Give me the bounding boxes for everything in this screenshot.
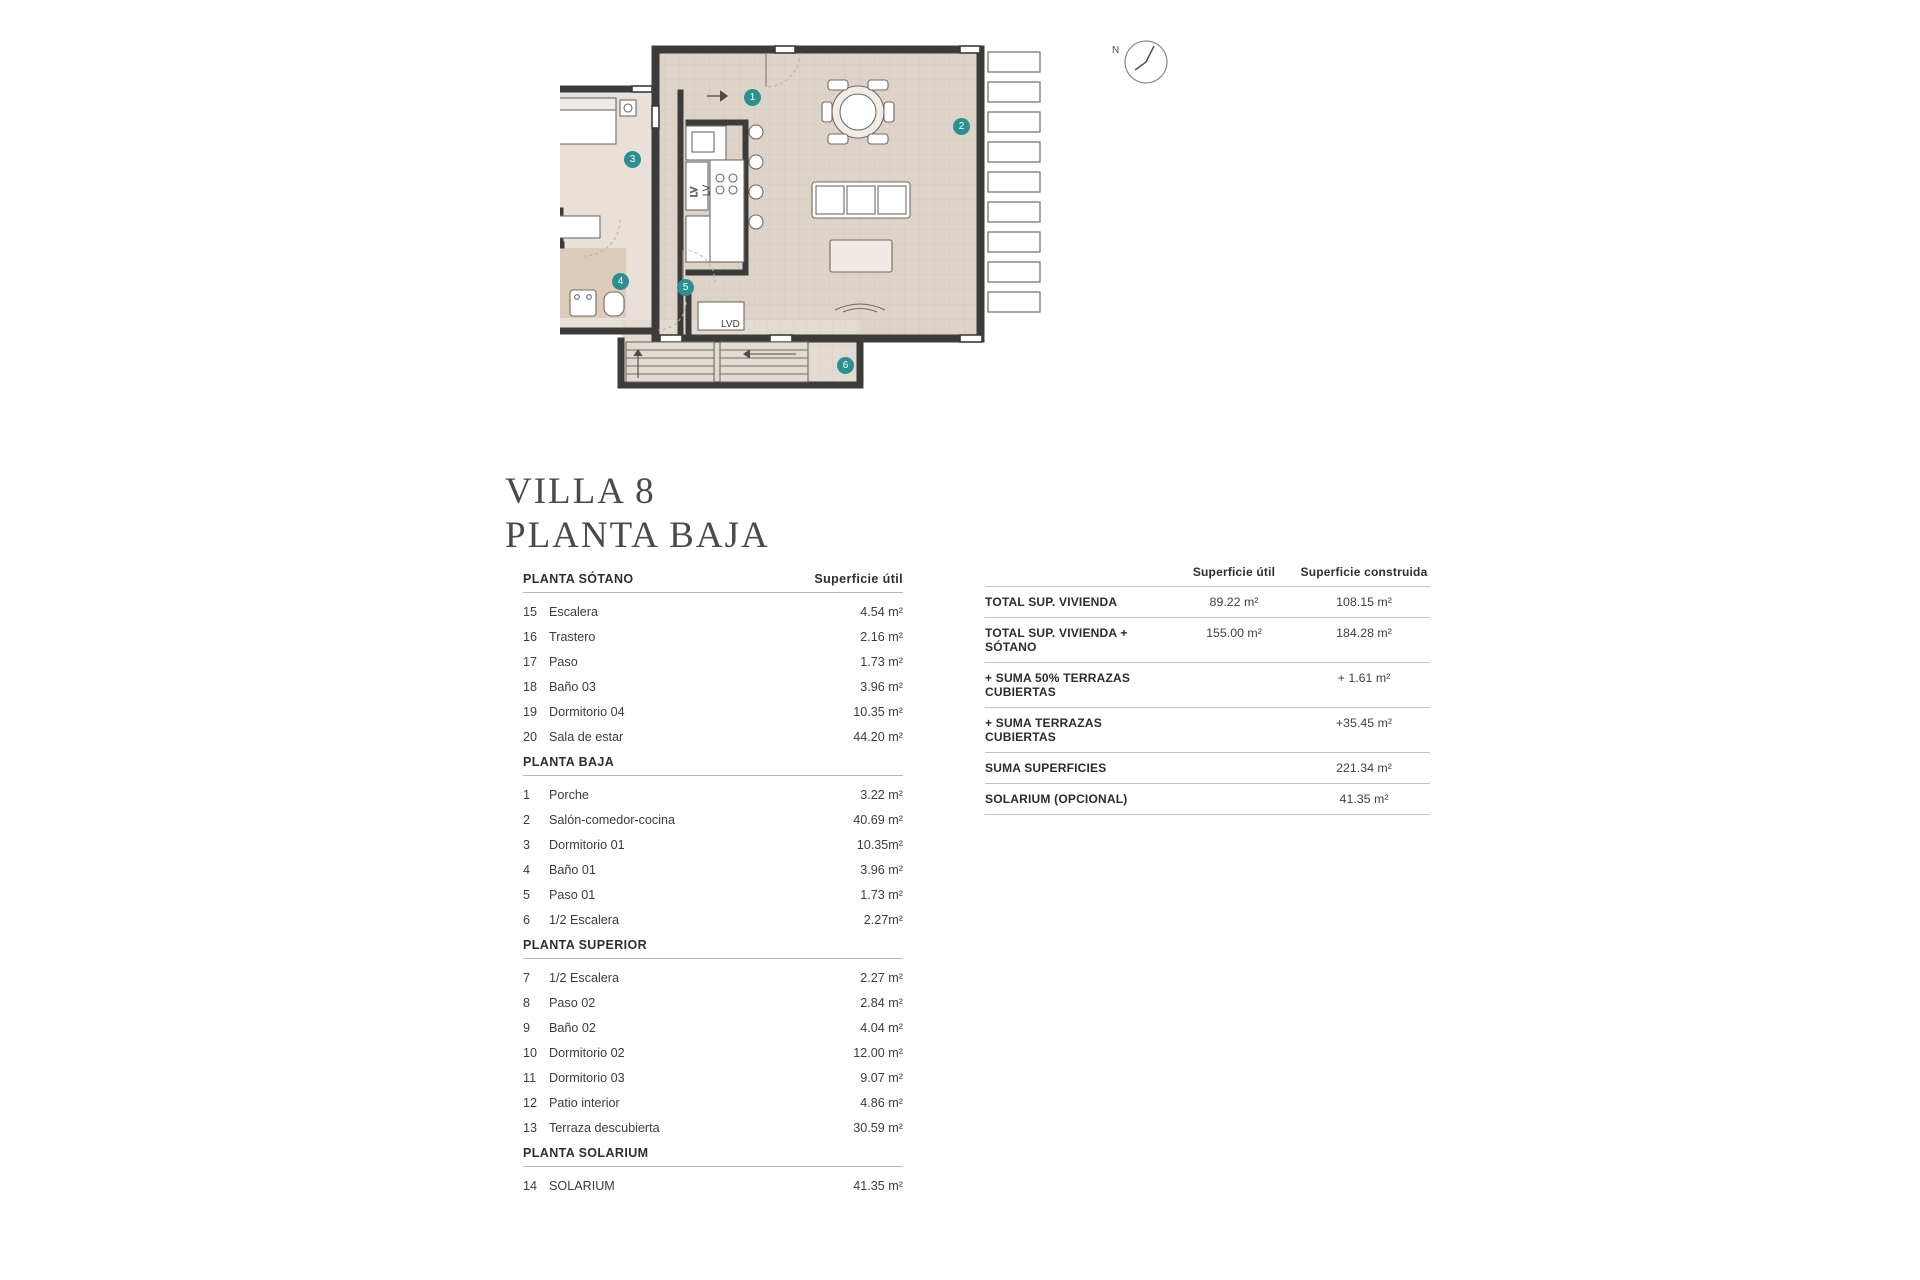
- table-row: [523, 1040, 903, 1065]
- plan-marker-2: 2: [953, 118, 970, 135]
- row-area: 3.96 m²: [860, 680, 903, 694]
- row-name: Escalera: [549, 605, 598, 619]
- section-title: PLANTA SÓTANO: [523, 572, 634, 586]
- plan-marker-3: 3: [624, 151, 641, 168]
- row-number: 5: [523, 888, 531, 902]
- row-name: Sala de estar: [549, 730, 624, 744]
- summary-label: + SUMA 50% TERRAZAS CUBIERTAS: [985, 671, 1131, 699]
- summary-row: [985, 752, 1430, 783]
- summary-built-area: + 1.61 m²: [1337, 671, 1391, 685]
- row-area: 3.96 m²: [860, 863, 903, 877]
- row-name: Dormitorio 04: [549, 705, 625, 719]
- section-title: PLANTA SOLARIUM: [523, 1146, 649, 1160]
- row-number: 2: [523, 813, 531, 827]
- summary-useful-area: 155.00 m²: [1206, 626, 1262, 640]
- table-row: [523, 1115, 903, 1140]
- row-area: 2.27m²: [863, 913, 903, 927]
- row-number: 10: [523, 1046, 538, 1060]
- row-name: 1/2 Escalera: [549, 913, 620, 927]
- row-number: 17: [523, 655, 538, 669]
- section-header: [523, 572, 903, 593]
- row-name: Salón-comedor-cocina: [549, 813, 675, 827]
- row-name: Baño 03: [549, 680, 596, 694]
- row-area: 41.35 m²: [853, 1179, 903, 1193]
- row-name: Porche: [549, 788, 589, 802]
- table-row: [523, 1015, 903, 1040]
- plan-marker-5: 5: [677, 279, 694, 296]
- row-name: Dormitorio 02: [549, 1046, 625, 1060]
- row-name: 1/2 Escalera: [549, 971, 620, 985]
- row-number: 16: [523, 630, 538, 644]
- summary-row: [985, 617, 1430, 662]
- summary-row: [985, 586, 1430, 617]
- table-row: [523, 990, 903, 1015]
- plan-label-lv: LV: [701, 184, 713, 197]
- row-number: 4: [523, 863, 531, 877]
- row-name: Dormitorio 03: [549, 1071, 625, 1085]
- summary-label: SOLARIUM (OPCIONAL): [985, 792, 1128, 806]
- plan-marker-4: 4: [612, 273, 629, 290]
- row-number: 8: [523, 996, 531, 1010]
- row-number: 14: [523, 1179, 538, 1193]
- table-row: [523, 1090, 903, 1115]
- row-number: 15: [523, 605, 538, 619]
- row-name: Dormitorio 01: [549, 838, 625, 852]
- compass-label: N: [1112, 45, 1120, 56]
- summary-label: TOTAL SUP. VIVIENDA + SÓTANO: [985, 626, 1128, 654]
- row-area: 2.16 m²: [860, 630, 903, 644]
- table-row: [523, 882, 903, 907]
- row-area: 40.69 m²: [853, 813, 903, 827]
- summary-label: SUMA SUPERFICIES: [985, 761, 1107, 775]
- row-area: 1.73 m²: [860, 655, 903, 669]
- summary-built-area: +35.45 m²: [1335, 716, 1393, 730]
- table-row: [523, 624, 903, 649]
- summary-row: [985, 707, 1430, 752]
- row-number: 7: [523, 971, 531, 985]
- row-number: 12: [523, 1096, 538, 1110]
- row-number: 13: [523, 1121, 538, 1135]
- section-header: [523, 938, 903, 959]
- table-row: [523, 857, 903, 882]
- row-area: 4.86 m²: [860, 1096, 903, 1110]
- summary-label: + SUMA TERRAZAS CUBIERTAS: [985, 716, 1102, 744]
- table-row: [523, 599, 903, 624]
- row-area: 3.22 m²: [860, 788, 903, 802]
- row-name: Terraza descubierta: [549, 1121, 660, 1135]
- row-area: 10.35 m²: [853, 705, 903, 719]
- row-number: 3: [523, 838, 531, 852]
- row-area: 9.07 m²: [860, 1071, 903, 1085]
- plan-label-lvd: LVD: [721, 319, 740, 330]
- summary-label: TOTAL SUP. VIVIENDA: [985, 595, 1118, 609]
- row-area: 4.04 m²: [860, 1021, 903, 1035]
- plan-marker-6: 6: [837, 357, 854, 374]
- row-area: 44.20 m²: [853, 730, 903, 744]
- table-row: [523, 832, 903, 857]
- floor-plan-drawing: [560, 20, 1440, 480]
- title-line-1: VILLA 8: [505, 471, 656, 512]
- surface-summary-table: [985, 565, 1430, 815]
- table-row: [523, 1173, 903, 1198]
- row-name: SOLARIUM: [549, 1179, 615, 1193]
- table-row: [523, 724, 903, 749]
- section-header: [523, 755, 903, 776]
- section-title: PLANTA SUPERIOR: [523, 938, 648, 952]
- plan-marker-1: 1: [744, 89, 761, 106]
- summary-header-built: Superficie construida: [1300, 565, 1428, 579]
- row-number: 20: [523, 730, 538, 744]
- row-area: 2.27 m²: [860, 971, 903, 985]
- table-row: [523, 807, 903, 832]
- title-line-2: PLANTA BAJA: [505, 515, 770, 556]
- table-row: [523, 782, 903, 807]
- row-name: Paso: [549, 655, 578, 669]
- row-number: 6: [523, 913, 531, 927]
- table-row: [523, 965, 903, 990]
- row-area: 10.35m²: [856, 838, 903, 852]
- section-header: [523, 1146, 903, 1167]
- row-name: Paso 01: [549, 888, 596, 902]
- summary-header-useful: Superficie útil: [1192, 565, 1276, 579]
- compass-rose: [1112, 41, 1167, 83]
- table-row: [523, 649, 903, 674]
- section-unit-header: Superficie útil: [814, 572, 903, 586]
- summary-built-area: 41.35 m²: [1339, 792, 1389, 806]
- summary-built-area: 221.34 m²: [1336, 761, 1392, 775]
- section-spacer: [523, 1198, 903, 1204]
- row-number: 1: [523, 788, 531, 802]
- table-row: [523, 1065, 903, 1090]
- row-name: Baño 02: [549, 1021, 596, 1035]
- summary-useful-area: 89.22 m²: [1209, 595, 1259, 609]
- page-title: [505, 470, 770, 558]
- row-area: 1.73 m²: [860, 888, 903, 902]
- table-row: [523, 907, 903, 932]
- row-number: 19: [523, 705, 538, 719]
- row-area: 30.59 m²: [853, 1121, 903, 1135]
- row-name: Patio interior: [549, 1096, 620, 1110]
- row-area: 2.84 m²: [860, 996, 903, 1010]
- svg-text:LV: LV: [689, 186, 699, 198]
- row-number: 18: [523, 680, 538, 694]
- row-name: Paso 02: [549, 996, 596, 1010]
- room-schedule-table: [523, 572, 903, 1204]
- section-title: PLANTA BAJA: [523, 755, 615, 769]
- table-row: [523, 699, 903, 724]
- summary-row: [985, 783, 1430, 815]
- summary-built-area: 108.15 m²: [1336, 595, 1392, 609]
- row-number: 9: [523, 1021, 531, 1035]
- summary-header-row: [985, 565, 1430, 586]
- row-area: 12.00 m²: [853, 1046, 903, 1060]
- row-number: 11: [523, 1071, 537, 1085]
- table-row: [523, 674, 903, 699]
- row-area: 4.54 m²: [860, 605, 903, 619]
- summary-built-area: 184.28 m²: [1336, 626, 1392, 640]
- row-name: Trastero: [549, 630, 596, 644]
- summary-row: [985, 662, 1430, 707]
- row-name: Baño 01: [549, 863, 596, 877]
